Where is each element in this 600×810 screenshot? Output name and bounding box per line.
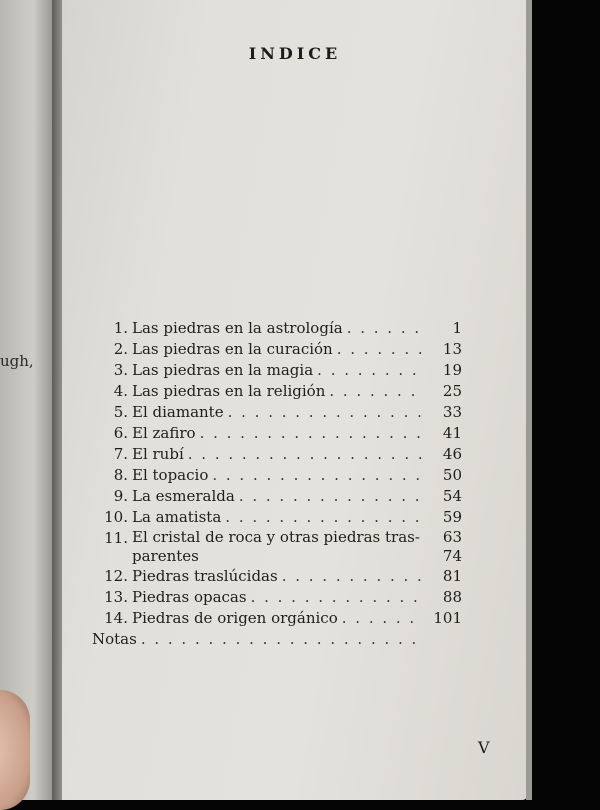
toc-entry [92,444,462,465]
toc-entry [92,528,462,566]
entry-page: 13 [428,339,462,360]
toc-entry [92,629,462,650]
entry-number: 5. [92,402,132,423]
toc-entry [92,587,462,608]
toc-entry [92,381,462,402]
page-title: INDICE [62,44,528,63]
dot-leader [188,444,424,465]
page-edge [526,0,532,800]
entry-title-line: El cristal de roca y otras piedras tras- [132,528,420,547]
toc-entry [92,566,462,587]
left-page [0,0,56,800]
entry-number: 3. [92,360,132,381]
toc-entry [92,339,462,360]
dot-leader [282,566,424,587]
entry-title: La esmeralda [132,486,235,507]
dot-leader [200,423,424,444]
toc-entry [92,402,462,423]
entry-page [428,528,462,566]
toc-entry [92,318,462,339]
dot-leader [337,339,424,360]
entry-title-line: parentes [132,547,420,566]
entry-title: Piedras de origen orgánico [132,608,338,629]
entry-title: El rubí [132,444,184,465]
toc-entry [92,486,462,507]
dot-leader [251,587,424,608]
entry-number: 2. [92,339,132,360]
entry-number: 4. [92,381,132,402]
entry-page: 41 [428,423,462,444]
toc-entry [92,507,462,528]
dot-leader [225,507,424,528]
page-number: V [478,738,490,757]
table-of-contents [92,318,462,650]
dot-leader [317,360,424,381]
entry-title: Piedras traslúcidas [132,566,278,587]
entry-title: Las piedras en la magia [132,360,313,381]
dot-leader [347,318,424,339]
entry-number: 13. [92,587,132,608]
toc-entry [92,465,462,486]
entry-page: 25 [428,381,462,402]
entry-title: La amatista [132,507,221,528]
entry-title: Piedras opacas [132,587,247,608]
entry-page: 81 [428,566,462,587]
entry-number: 7. [92,444,132,465]
entry-number: 1. [92,318,132,339]
entry-page: 54 [428,486,462,507]
dot-leader [342,608,424,629]
entry-page: 50 [428,465,462,486]
entry-number: 14. [92,608,132,629]
thumb [0,690,30,810]
entry-title [132,528,420,566]
entry-number: 6. [92,423,132,444]
entry-title: El topacio [132,465,208,486]
entry-title: El diamante [132,402,224,423]
entry-title: Las piedras en la curación [132,339,333,360]
entry-page-value: 74 [428,547,462,566]
entry-page: 101 [428,608,462,629]
entry-page: 59 [428,507,462,528]
dot-leader [212,465,424,486]
entry-number: 8. [92,465,132,486]
dot-leader [141,629,424,650]
entry-number: 9. [92,486,132,507]
dot-leader [329,381,424,402]
dot-leader [239,486,424,507]
entry-page-value: 63 [428,528,462,547]
entry-number: 12. [92,566,132,587]
entry-title: El zafiro [132,423,196,444]
entry-page: 1 [428,318,462,339]
toc-entry [92,608,462,629]
entry-page: 19 [428,360,462,381]
entry-number: 10. [92,507,132,528]
entry-title: Las piedras en la astrología [132,318,343,339]
entry-page: 33 [428,402,462,423]
entry-page: 88 [428,587,462,608]
toc-entry [92,423,462,444]
entry-page: 46 [428,444,462,465]
entry-title: Las piedras en la religión [132,381,325,402]
left-page-fragment: ugh, [0,352,34,370]
toc-entry [92,360,462,381]
entry-number: 11. [92,528,132,549]
entry-title: Notas [92,629,137,650]
dot-leader [228,402,424,423]
